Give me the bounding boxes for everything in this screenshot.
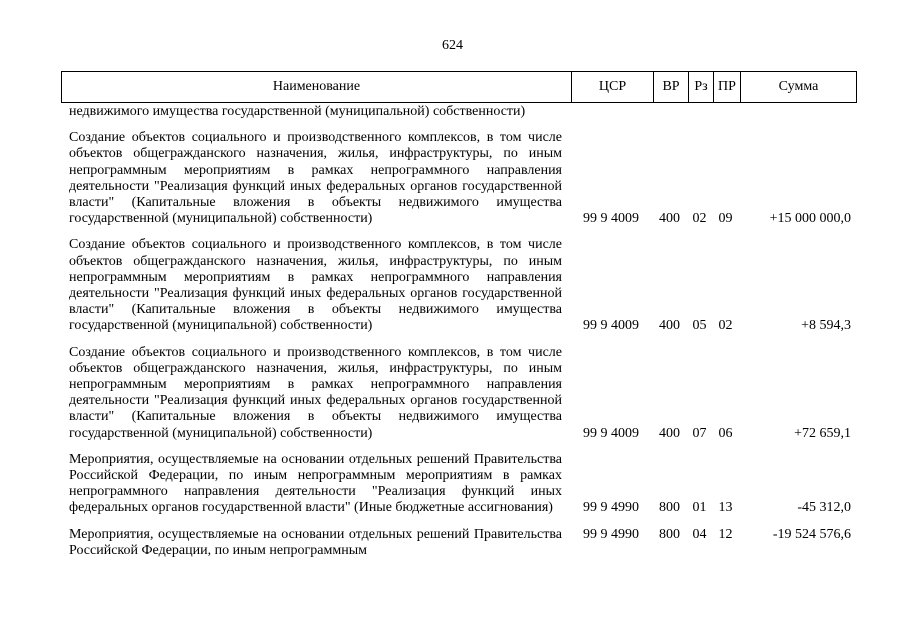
row-rz: 07	[692, 425, 707, 441]
header-name: Наименование	[272, 79, 361, 94]
row-csr: 99 9 4009	[583, 318, 639, 334]
table-row	[61, 237, 857, 334]
row-vr: 800	[659, 500, 680, 516]
row-name: Мероприятия, осуществляемые на основании отдельных решений Правительства Российской Федерации, по иным непрограммным	[69, 526, 562, 558]
row-name: Создание объектов социального и производственного комплексов, в том числе объектов общегражданского назначения, жилья, инфраструктуры, по иным непрограммным мероприятиям в рамках непрограммного направления деятельности "Реализация функций иных федеральных органов государственной власти" (Капитальные вложения в объекты недвижимого имущества государственной (муниципальной) собственности)	[69, 130, 562, 227]
header-sum: Сумма	[740, 72, 856, 102]
header-vr: ВР	[653, 72, 688, 102]
row-pr: 02	[718, 318, 733, 334]
row-name: Создание объектов социального и производственного комплексов, в том числе объектов общегражданского назначения, жилья, инфраструктуры, по иным непрограммным мероприятиям в рамках непрограммного направления деятельности "Реализация функций иных федеральных органов государственной власти" (Капитальные вложения в объекты недвижимого имущества государственной (муниципальной) собственности)	[69, 344, 562, 441]
row-pr: 06	[718, 425, 733, 441]
row-sum: -19 524 576,6	[772, 526, 851, 542]
row-name: Создание объектов социального и производственного комплексов, в том числе объектов общегражданского назначения, жилья, инфраструктуры, по иным непрограммным мероприятиям в рамках непрограммного направления деятельности "Реализация функций иных федеральных органов государственной власти" (Капитальные вложения в объекты недвижимого имущества государственной (муниципальной) собственности)	[69, 237, 562, 334]
header-csr: ЦСР	[571, 72, 653, 102]
row-sum: +15 000 000,0	[769, 211, 851, 227]
row-pr: 13	[718, 500, 733, 516]
row-rz: 01	[692, 500, 707, 516]
row-sum: +72 659,1	[794, 425, 851, 441]
page-number: 624	[442, 38, 463, 53]
row-name: недвижимого имущества государственной (муниципальной) собственности)	[69, 104, 526, 119]
table-row	[61, 452, 857, 517]
table-row	[61, 345, 857, 442]
row-pr: 09	[718, 211, 733, 227]
row-vr: 400	[659, 211, 680, 227]
table-row	[61, 527, 857, 559]
row-csr: 99 9 4990	[583, 526, 639, 542]
row-sum: +8 594,3	[801, 318, 851, 334]
header-pr: ПР	[713, 72, 740, 102]
row-csr: 99 9 4009	[583, 425, 639, 441]
row-name: Мероприятия, осуществляемые на основании отдельных решений Правительства Российской Федерации, по иным непрограммным мероприятиям в рамках непрограммного направления деятельности "Реализация функций иных федеральных органов государственной власти" (Иные бюджетные ассигнования)	[69, 451, 562, 516]
row-rz: 02	[692, 211, 707, 227]
row-rz: 04	[692, 526, 707, 542]
row-sum: -45 312,0	[797, 500, 851, 516]
header-rz: Рз	[688, 72, 713, 102]
row-csr: 99 9 4990	[583, 500, 639, 516]
row-vr: 400	[659, 318, 680, 334]
table-row	[61, 104, 857, 120]
row-csr: 99 9 4009	[583, 211, 639, 227]
row-vr: 400	[659, 425, 680, 441]
table-body	[61, 104, 857, 559]
row-rz: 05	[692, 318, 707, 334]
row-pr: 12	[718, 526, 733, 542]
row-vr: 800	[659, 526, 680, 542]
table-header	[61, 71, 857, 103]
table-row	[61, 130, 857, 227]
